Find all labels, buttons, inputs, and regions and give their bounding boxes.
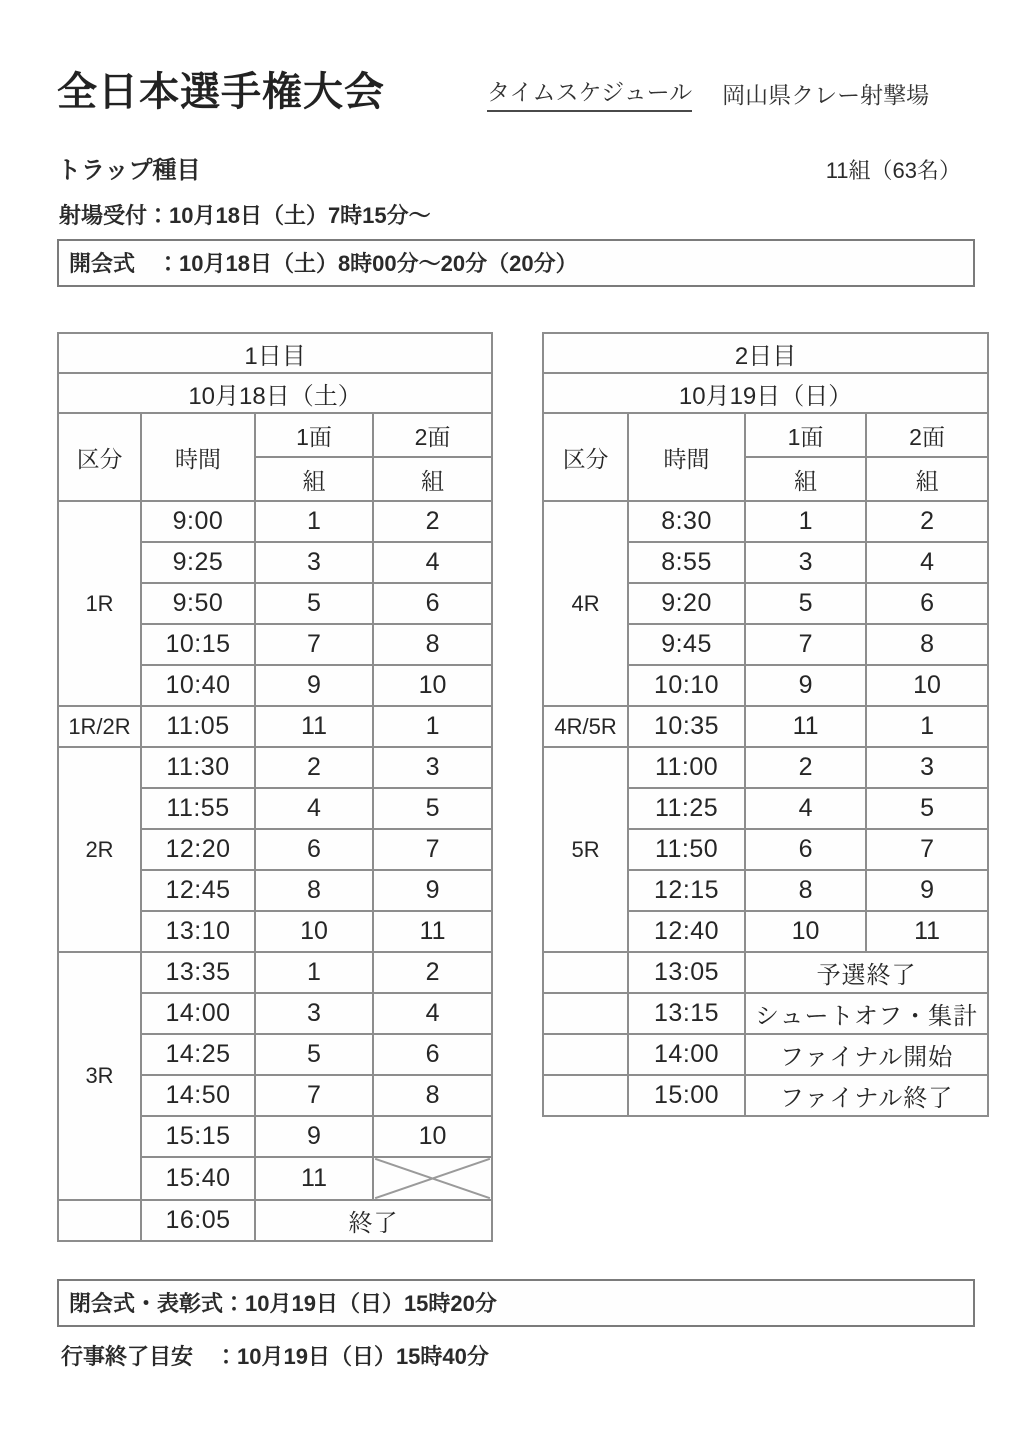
note-cell: 終了 [255, 1200, 492, 1241]
time-cell: 10:10 [628, 665, 745, 706]
lane1-group-cell: 1 [255, 501, 373, 542]
round-label-cell: 3R [58, 952, 141, 1200]
time-cell: 11:05 [141, 706, 255, 747]
lane2-group-cell: 6 [373, 583, 492, 624]
day2-date: 10月19日（日） [543, 373, 988, 413]
lane2-group-cell: 5 [866, 788, 988, 829]
lane1-group-cell: 9 [745, 665, 866, 706]
col-header-group1: 組 [745, 457, 866, 501]
lane1-group-cell: 3 [255, 993, 373, 1034]
lane2-group-cell: 9 [866, 870, 988, 911]
round-label-cell [543, 993, 628, 1034]
lane1-group-cell: 5 [255, 1034, 373, 1075]
col-header-lane2: 2面 [373, 413, 492, 457]
time-cell: 14:25 [141, 1034, 255, 1075]
time-cell: 8:30 [628, 501, 745, 542]
lane2-group-cell: 10 [866, 665, 988, 706]
lane2-group-cell: 11 [866, 911, 988, 952]
lane2-group-cell: 10 [373, 1116, 492, 1157]
time-cell: 15:40 [141, 1157, 255, 1200]
lane2-group-cell: 6 [373, 1034, 492, 1075]
round-label-cell: 5R [543, 747, 628, 952]
schedule-row [543, 952, 988, 993]
round-label-cell: 1R [58, 501, 141, 706]
time-cell: 16:05 [141, 1200, 255, 1241]
lane2-group-cell: 8 [866, 624, 988, 665]
lane2-group-cell: 2 [373, 952, 492, 993]
time-cell: 15:00 [628, 1075, 745, 1116]
col-header-time: 時間 [141, 413, 255, 501]
lane1-group-cell: 11 [745, 706, 866, 747]
col-header-kubun: 区分 [543, 413, 628, 501]
schedule-subtitle: タイムスケジュール [487, 74, 692, 112]
time-cell: 9:45 [628, 624, 745, 665]
time-cell: 12:20 [141, 829, 255, 870]
crossed-out-cell [373, 1157, 492, 1200]
column-header-row [543, 413, 988, 457]
round-label-cell: 4R [543, 501, 628, 706]
opening-ceremony-box [57, 239, 975, 287]
round-label-cell [58, 1200, 141, 1241]
time-cell: 11:50 [628, 829, 745, 870]
time-cell: 10:35 [628, 706, 745, 747]
document-header [57, 70, 975, 114]
lane1-group-cell: 6 [255, 829, 373, 870]
time-cell: 13:10 [141, 911, 255, 952]
time-cell: 13:05 [628, 952, 745, 993]
round-label-cell: 1R/2R [58, 706, 141, 747]
time-cell: 12:40 [628, 911, 745, 952]
lane1-group-cell: 3 [255, 542, 373, 583]
col-header-group2: 組 [866, 457, 988, 501]
lane2-group-cell: 4 [373, 993, 492, 1034]
day2-schedule-table [542, 332, 989, 1117]
lane2-group-cell: 3 [866, 747, 988, 788]
note-cell: ファイナル開始 [745, 1034, 988, 1075]
round-label-cell: 4R/5R [543, 706, 628, 747]
event-type-label: トラップ種目 [57, 157, 201, 184]
event-end-estimate-line: 行事終了目安 ：10月19日（日）15時40分 [61, 1344, 489, 1369]
day1-date: 10月18日（土） [58, 373, 492, 413]
meta-row [57, 150, 975, 185]
col-header-time: 時間 [628, 413, 745, 501]
schedule-row [543, 706, 988, 747]
lane1-group-cell: 11 [255, 706, 373, 747]
lane1-group-cell: 7 [255, 1075, 373, 1116]
lane1-group-cell: 1 [255, 952, 373, 993]
schedule-tables [57, 332, 979, 1242]
lane2-group-cell: 11 [373, 911, 492, 952]
day1-schedule-table [57, 332, 493, 1242]
time-cell: 9:00 [141, 501, 255, 542]
lane1-group-cell: 5 [745, 583, 866, 624]
lane2-group-cell: 5 [373, 788, 492, 829]
time-cell: 10:15 [141, 624, 255, 665]
lane2-group-cell: 7 [373, 829, 492, 870]
day-title-row [543, 333, 988, 373]
time-cell: 11:00 [628, 747, 745, 788]
schedule-row [543, 1034, 988, 1075]
groups-count-label: 11組（63名） [825, 158, 961, 183]
lane1-group-cell: 8 [745, 870, 866, 911]
time-cell: 9:20 [628, 583, 745, 624]
round-label-cell [543, 952, 628, 993]
lane2-group-cell: 1 [866, 706, 988, 747]
lane2-group-cell: 9 [373, 870, 492, 911]
round-label-cell [543, 1075, 628, 1116]
lane2-group-cell: 8 [373, 624, 492, 665]
schedule-row [543, 501, 988, 542]
schedule-row [543, 993, 988, 1034]
time-cell: 11:30 [141, 747, 255, 788]
lane2-group-cell: 3 [373, 747, 492, 788]
lane1-group-cell: 7 [255, 624, 373, 665]
col-header-kubun: 区分 [58, 413, 141, 501]
day2-title: 2日目 [543, 333, 988, 373]
time-cell: 15:15 [141, 1116, 255, 1157]
schedule-row [58, 747, 492, 788]
day-title-row [58, 333, 492, 373]
cross-mark-icon [374, 1158, 491, 1199]
lane1-group-cell: 8 [255, 870, 373, 911]
lane1-group-cell: 6 [745, 829, 866, 870]
lane1-group-cell: 7 [745, 624, 866, 665]
lane2-group-cell: 6 [866, 583, 988, 624]
lane1-group-cell: 1 [745, 501, 866, 542]
lane2-group-cell: 10 [373, 665, 492, 706]
page-title: 全日本選手権大会 [57, 70, 385, 114]
time-cell: 13:15 [628, 993, 745, 1034]
time-cell: 10:40 [141, 665, 255, 706]
opening-ceremony-text: 開会式 ：10月18日（土）8時00分～20分（20分） [69, 251, 578, 276]
reception-info-line: 射場受付：10月18日（土）7時15分～ [59, 203, 431, 228]
time-cell: 12:45 [141, 870, 255, 911]
schedule-row [543, 747, 988, 788]
schedule-row [543, 1075, 988, 1116]
time-cell: 8:55 [628, 542, 745, 583]
col-header-lane1: 1面 [745, 413, 866, 457]
time-cell: 9:25 [141, 542, 255, 583]
venue-name: 岡山県クレー射撃場 [722, 82, 930, 108]
closing-ceremony-box [57, 1279, 975, 1327]
lane2-group-cell: 2 [373, 501, 492, 542]
lane1-group-cell: 10 [255, 911, 373, 952]
lane2-group-cell: 7 [866, 829, 988, 870]
note-cell: ファイナル終了 [745, 1075, 988, 1116]
lane1-group-cell: 11 [255, 1157, 373, 1200]
lane2-group-cell: 4 [373, 542, 492, 583]
lane1-group-cell: 2 [745, 747, 866, 788]
time-cell: 11:25 [628, 788, 745, 829]
time-cell: 14:00 [141, 993, 255, 1034]
schedule-row [58, 501, 492, 542]
lane1-group-cell: 5 [255, 583, 373, 624]
time-cell: 13:35 [141, 952, 255, 993]
closing-ceremony-text: 閉会式・表彰式：10月19日（日）15時20分 [69, 1291, 497, 1316]
lane2-group-cell: 8 [373, 1075, 492, 1116]
lane1-group-cell: 4 [255, 788, 373, 829]
lane1-group-cell: 4 [745, 788, 866, 829]
lane1-group-cell: 3 [745, 542, 866, 583]
schedule-row [58, 952, 492, 993]
time-cell: 14:00 [628, 1034, 745, 1075]
schedule-row [58, 706, 492, 747]
time-cell: 9:50 [141, 583, 255, 624]
day1-title: 1日目 [58, 333, 492, 373]
round-label-cell: 2R [58, 747, 141, 952]
day-date-row [58, 373, 492, 413]
col-header-group1: 組 [255, 457, 373, 501]
time-cell: 12:15 [628, 870, 745, 911]
col-header-group2: 組 [373, 457, 492, 501]
column-header-row [58, 413, 492, 457]
lane1-group-cell: 9 [255, 1116, 373, 1157]
note-cell: 予選終了 [745, 952, 988, 993]
lane1-group-cell: 9 [255, 665, 373, 706]
lane1-group-cell: 10 [745, 911, 866, 952]
round-label-cell [543, 1034, 628, 1075]
lane2-group-cell: 4 [866, 542, 988, 583]
lane2-group-cell: 1 [373, 706, 492, 747]
schedule-row [58, 1200, 492, 1241]
time-cell: 14:50 [141, 1075, 255, 1116]
lane2-group-cell: 2 [866, 501, 988, 542]
day-date-row [543, 373, 988, 413]
time-cell: 11:55 [141, 788, 255, 829]
note-cell: シュートオフ・集計 [745, 993, 988, 1034]
col-header-lane2: 2面 [866, 413, 988, 457]
lane1-group-cell: 2 [255, 747, 373, 788]
col-header-lane1: 1面 [255, 413, 373, 457]
